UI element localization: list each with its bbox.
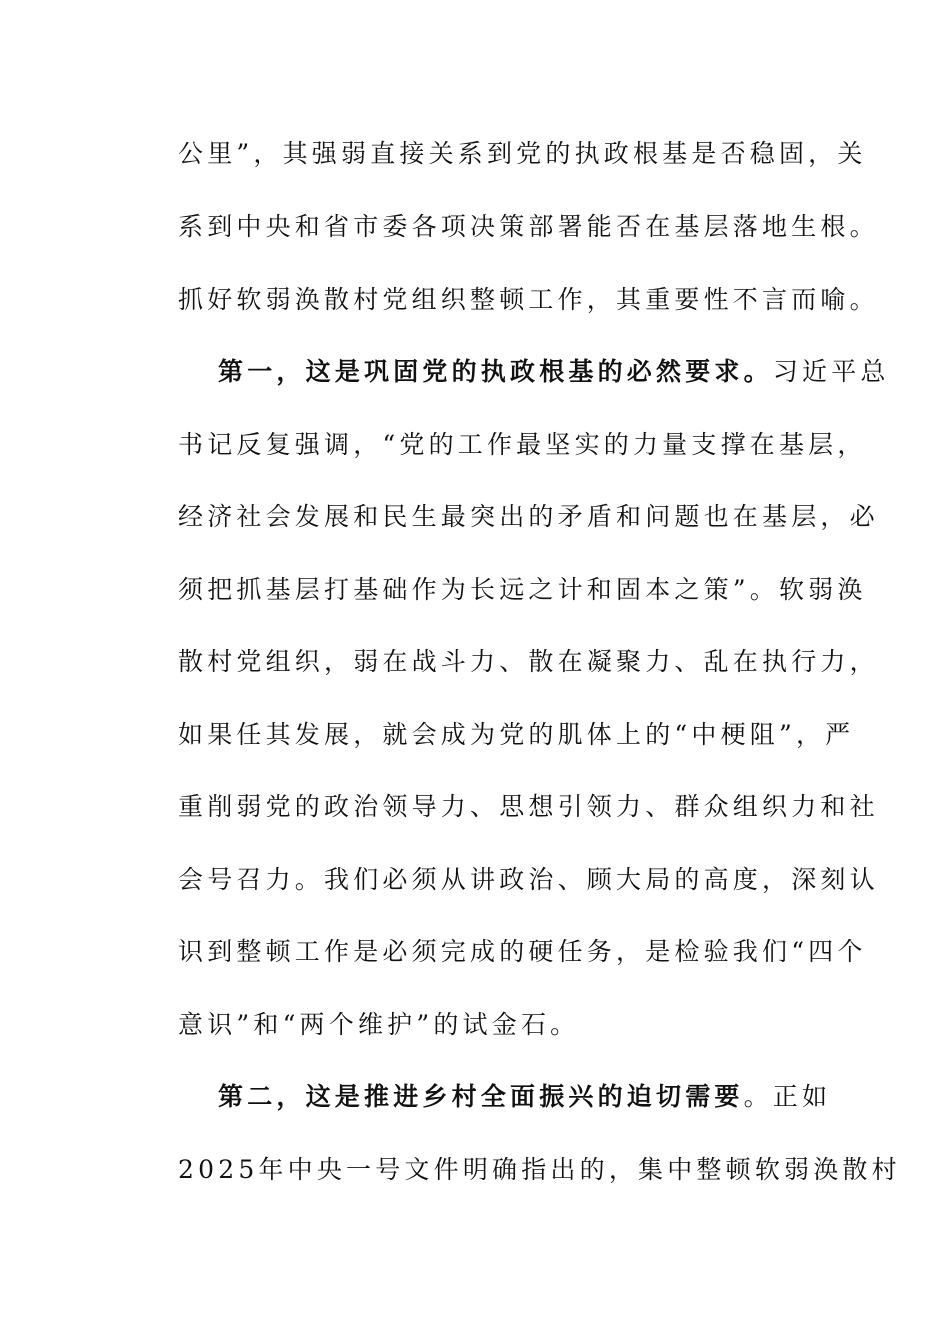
paragraph-line: 经济社会发展和民生最突出的矛盾和问题也在基层，必 bbox=[178, 502, 879, 531]
paragraph-text: 习近平总 bbox=[772, 357, 890, 386]
paragraph-line: 须把抓基层打基础作为长远之计和固本之策”。软弱涣 bbox=[178, 575, 867, 604]
paragraph-line: 系到中央和省市委各项决策部署能否在基层落地生根。 bbox=[178, 212, 879, 241]
paragraph-line: 书记反复强调，“党的工作最坚实的力量支撑在基层， bbox=[178, 430, 867, 459]
paragraph-line: 散村党组织，弱在战斗力、散在凝聚力、乱在执行力， bbox=[178, 647, 879, 676]
paragraph-line: 公里”，其强弱直接关系到党的执政根基是否稳固，关 bbox=[178, 139, 867, 168]
paragraph-line: 2025年中央一号文件明确指出的，集中整顿软弱涣散村 bbox=[178, 1155, 901, 1184]
section-heading-first: 第一，这是巩固党的执政根基的必然要求。 bbox=[218, 357, 773, 386]
paragraph-line: 如果任其发展，就会成为党的肌体上的“中梗阻”，严 bbox=[178, 720, 855, 749]
paragraph-line-second bbox=[218, 1077, 832, 1117]
paragraph-line: 重削弱党的政治领导力、思想引领力、群众组织力和社 bbox=[178, 792, 879, 821]
section-heading-second: 第二，这是推进乡村全面振兴的迫切需要 bbox=[218, 1082, 744, 1111]
paragraph-line-first bbox=[218, 352, 890, 392]
paragraph-text: 。正如 bbox=[743, 1082, 832, 1111]
paragraph-line: 会号召力。我们必须从讲政治、顾大局的高度，深刻认 bbox=[178, 865, 879, 894]
paragraph-line: 识到整顿工作是必须完成的硬任务，是检验我们“四个 bbox=[178, 937, 867, 966]
paragraph-line: 意识”和“两个维护”的试金石。 bbox=[178, 1010, 580, 1039]
paragraph-line: 抓好软弱涣散村党组织整顿工作，其重要性不言而喻。 bbox=[178, 285, 879, 314]
